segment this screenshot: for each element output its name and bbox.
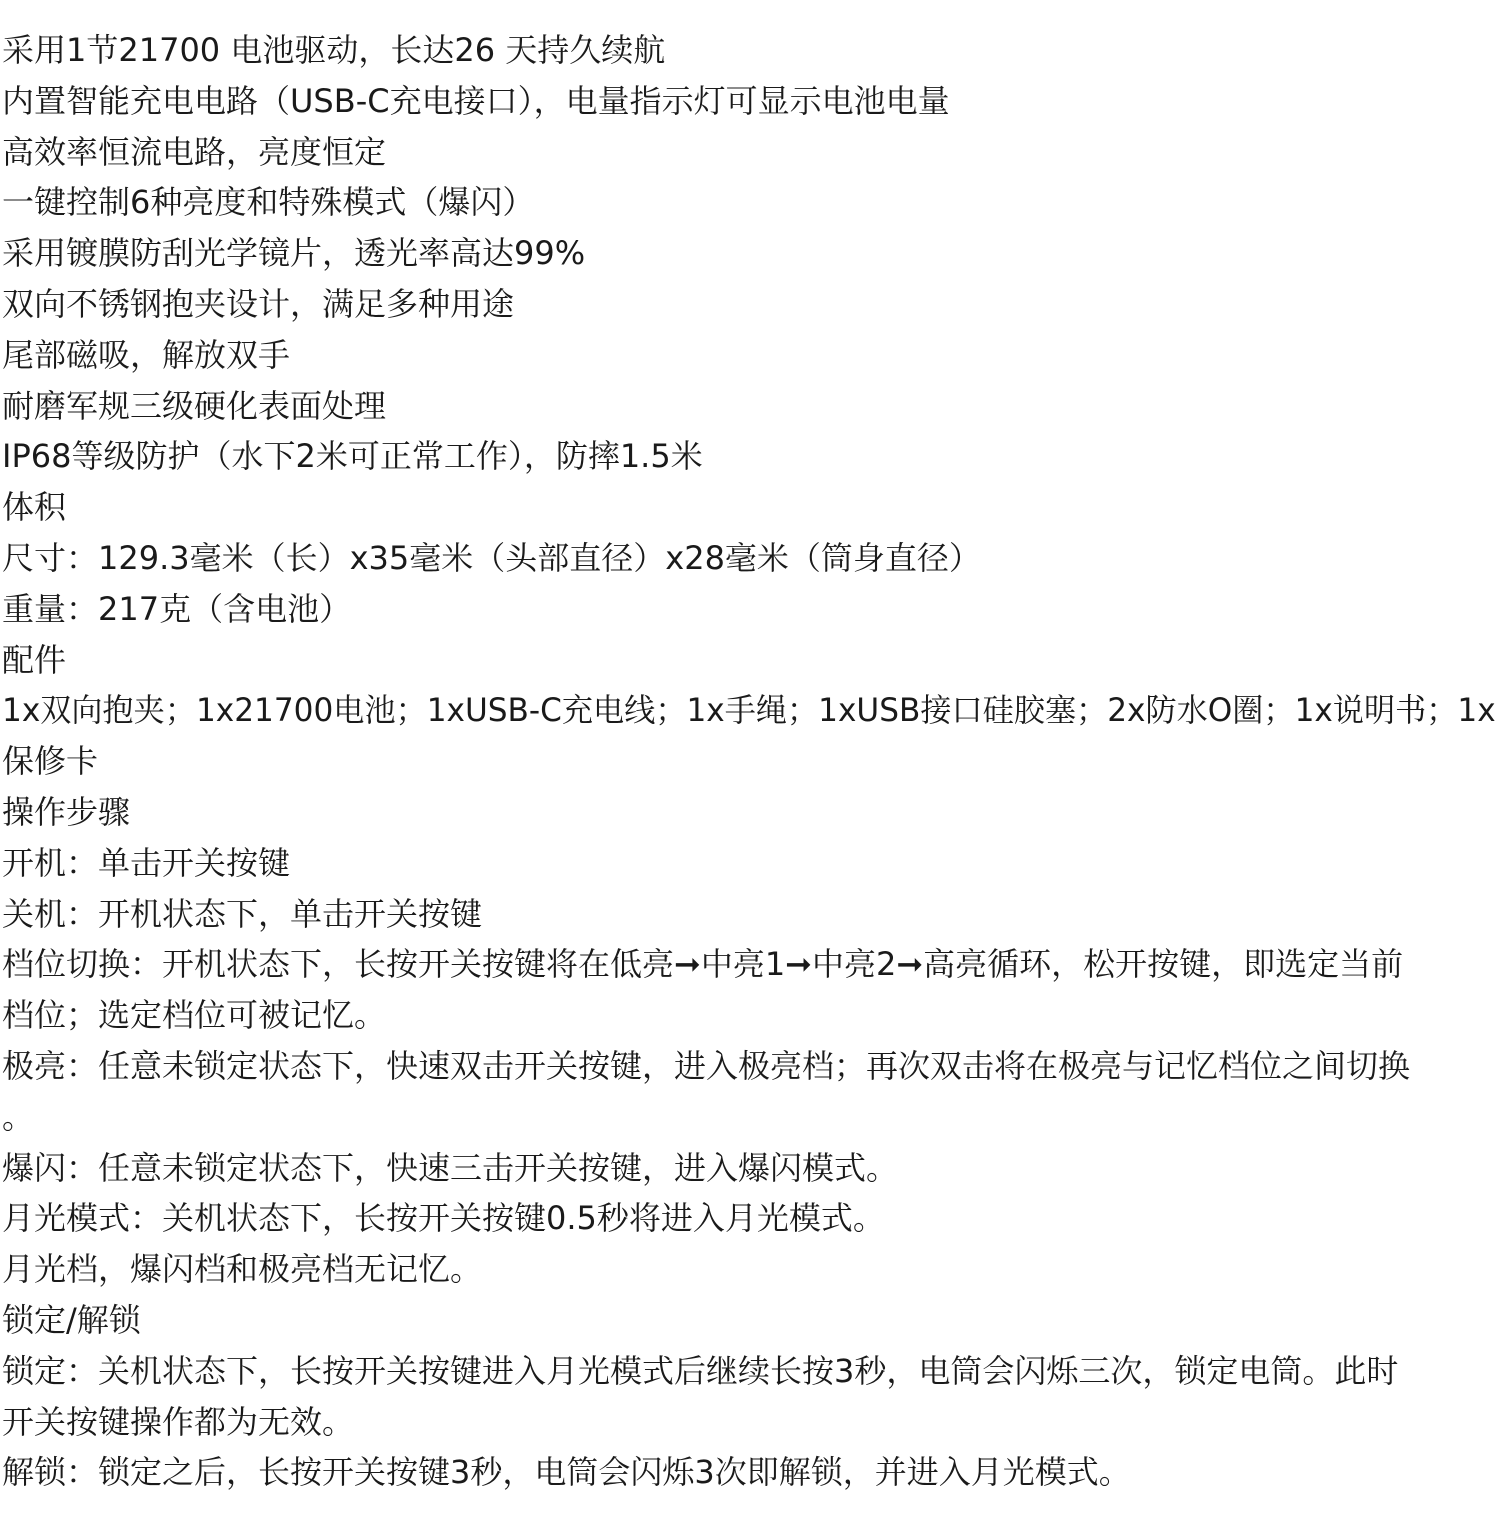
section-heading-volume: 体积	[2, 488, 67, 527]
text-line: 爆闪：任意未锁定状态下，快速三击开关按键，进入爆闪模式。	[2, 1148, 899, 1187]
text-line: 。	[2, 1097, 35, 1136]
text-line: 一键控制6种亮度和特殊模式（爆闪）	[2, 183, 535, 222]
text-line: 双向不锈钢抱夹设计，满足多种用途	[2, 284, 515, 323]
text-line: IP68等级防护（水下2米可正常工作），防摔1.5米	[2, 437, 703, 476]
text-line: 采用镀膜防刮光学镜片，透光率高达99%	[2, 234, 586, 273]
text-line: 尾部磁吸，解放双手	[2, 335, 291, 374]
section-heading-lock-unlock: 锁定/解锁	[2, 1300, 141, 1339]
text-line: 开关按键操作都为无效。	[2, 1402, 355, 1441]
text-line: 高效率恒流电路，亮度恒定	[2, 132, 387, 171]
product-description-document	[2, 25, 1496, 1498]
text-line: 耐磨军规三级硬化表面处理	[2, 386, 387, 425]
text-line: 开机：单击开关按键	[2, 843, 291, 882]
text-line: 锁定：关机状态下，长按开关按键进入月光模式后继续长按3秒，电筒会闪烁三次，锁定电筒。此时	[2, 1351, 1399, 1390]
text-line: 月光档，爆闪档和极亮档无记忆。	[2, 1250, 483, 1289]
text-line: 极亮：任意未锁定状态下，快速双击开关按键，进入极亮档；再次双击将在极亮与记忆档位之间切换	[2, 1046, 1411, 1085]
text-line: 档位切换：开机状态下，长按开关按键将在低亮➞中亮1➞中亮2➞高亮循环，松开按键，即选定当前	[2, 945, 1404, 984]
text-line: 采用1节21700 电池驱动，长达26 天持久续航	[2, 31, 666, 69]
text-line: 1x双向抱夹；1x21700电池；1xUSB-C充电线；1x手绳；1xUSB接口硅胶塞；2x防水O圈；1x说明书；1x	[2, 691, 1496, 730]
text-line: 解锁：锁定之后，长按开关按键3秒，电筒会闪烁3次即解锁，并进入月光模式。	[2, 1453, 1131, 1492]
text-line: 档位；选定档位可被记忆。	[2, 996, 387, 1035]
text-line: 重量：217克（含电池）	[2, 589, 352, 628]
section-heading-operation: 操作步骤	[2, 792, 131, 831]
text-line: 关机：开机状态下，单击开关按键	[2, 894, 483, 933]
text-line: 月光模式：关机状态下，长按开关按键0.5秒将进入月光模式。	[2, 1199, 885, 1238]
text-line: 内置智能充电电路（USB-C充电接口），电量指示灯可显示电池电量	[2, 81, 950, 120]
text-line: 尺寸：129.3毫米（长）x35毫米（头部直径）x28毫米（筒身直径）	[2, 538, 981, 577]
text-line: 保修卡	[2, 742, 99, 781]
section-heading-accessories: 配件	[2, 640, 67, 679]
